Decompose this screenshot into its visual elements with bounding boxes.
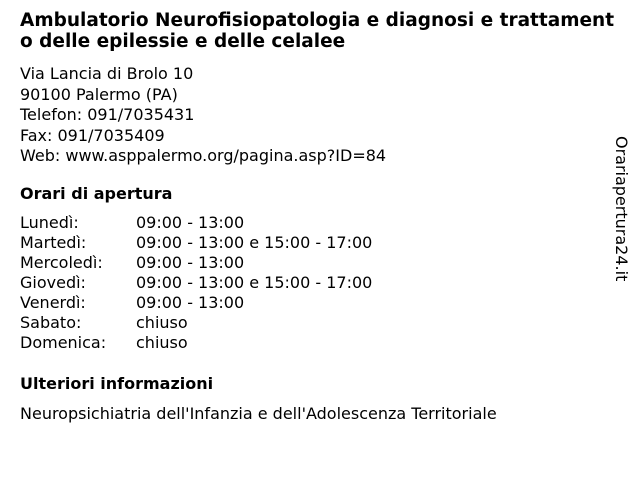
day-label: Giovedì: (20, 273, 86, 292)
opening-hours-table (20, 213, 372, 353)
further-info-text: Neuropsichiatria dell'Infanzia e dell'Adolescenza Territoriale (20, 404, 497, 423)
day-label: Domenica: (20, 333, 107, 352)
hours-row-saturday (20, 313, 372, 333)
website: Web: www.asppalermo.org/pagina.asp?ID=84 (20, 146, 387, 165)
time-value: chiuso (136, 313, 188, 332)
day-label: Sabato: (20, 313, 82, 332)
opening-hours-heading: Orari di apertura (20, 184, 173, 203)
street-address: Via Lancia di Brolo 10 (20, 64, 194, 83)
hours-row-sunday (20, 333, 372, 353)
hours-row-monday (20, 213, 372, 233)
hours-row-thursday (20, 273, 372, 293)
page-title: Ambulatorio Neurofisiopatologia e diagnosi e trattamento delle epilessie e delle celalee (20, 10, 615, 52)
time-value: 09:00 - 13:00 (136, 253, 245, 272)
day-label: Mercoledì: (20, 253, 103, 272)
hours-row-wednesday (20, 253, 372, 273)
day-label: Martedì: (20, 233, 87, 252)
hours-row-friday (20, 293, 372, 313)
city-address: 90100 Palermo (PA) (20, 84, 178, 104)
fax-number: Fax: 091/7035409 (20, 125, 165, 145)
day-label: Lunedì: (20, 213, 79, 232)
time-value: 09:00 - 13:00 e 15:00 - 17:00 (136, 273, 373, 292)
further-info-heading: Ulteriori informazioni (20, 374, 214, 393)
time-value: 09:00 - 13:00 e 15:00 - 17:00 (136, 233, 373, 252)
time-value: chiuso (136, 333, 188, 352)
time-value: 09:00 - 13:00 (136, 293, 245, 312)
phone-number: Telefon: 091/7035431 (20, 105, 195, 124)
site-watermark: Orariapertura24.it (612, 136, 631, 282)
contact-block (20, 64, 386, 167)
day-label: Venerdì: (20, 293, 86, 312)
hours-row-tuesday (20, 233, 372, 253)
time-value: 09:00 - 13:00 (136, 213, 245, 232)
